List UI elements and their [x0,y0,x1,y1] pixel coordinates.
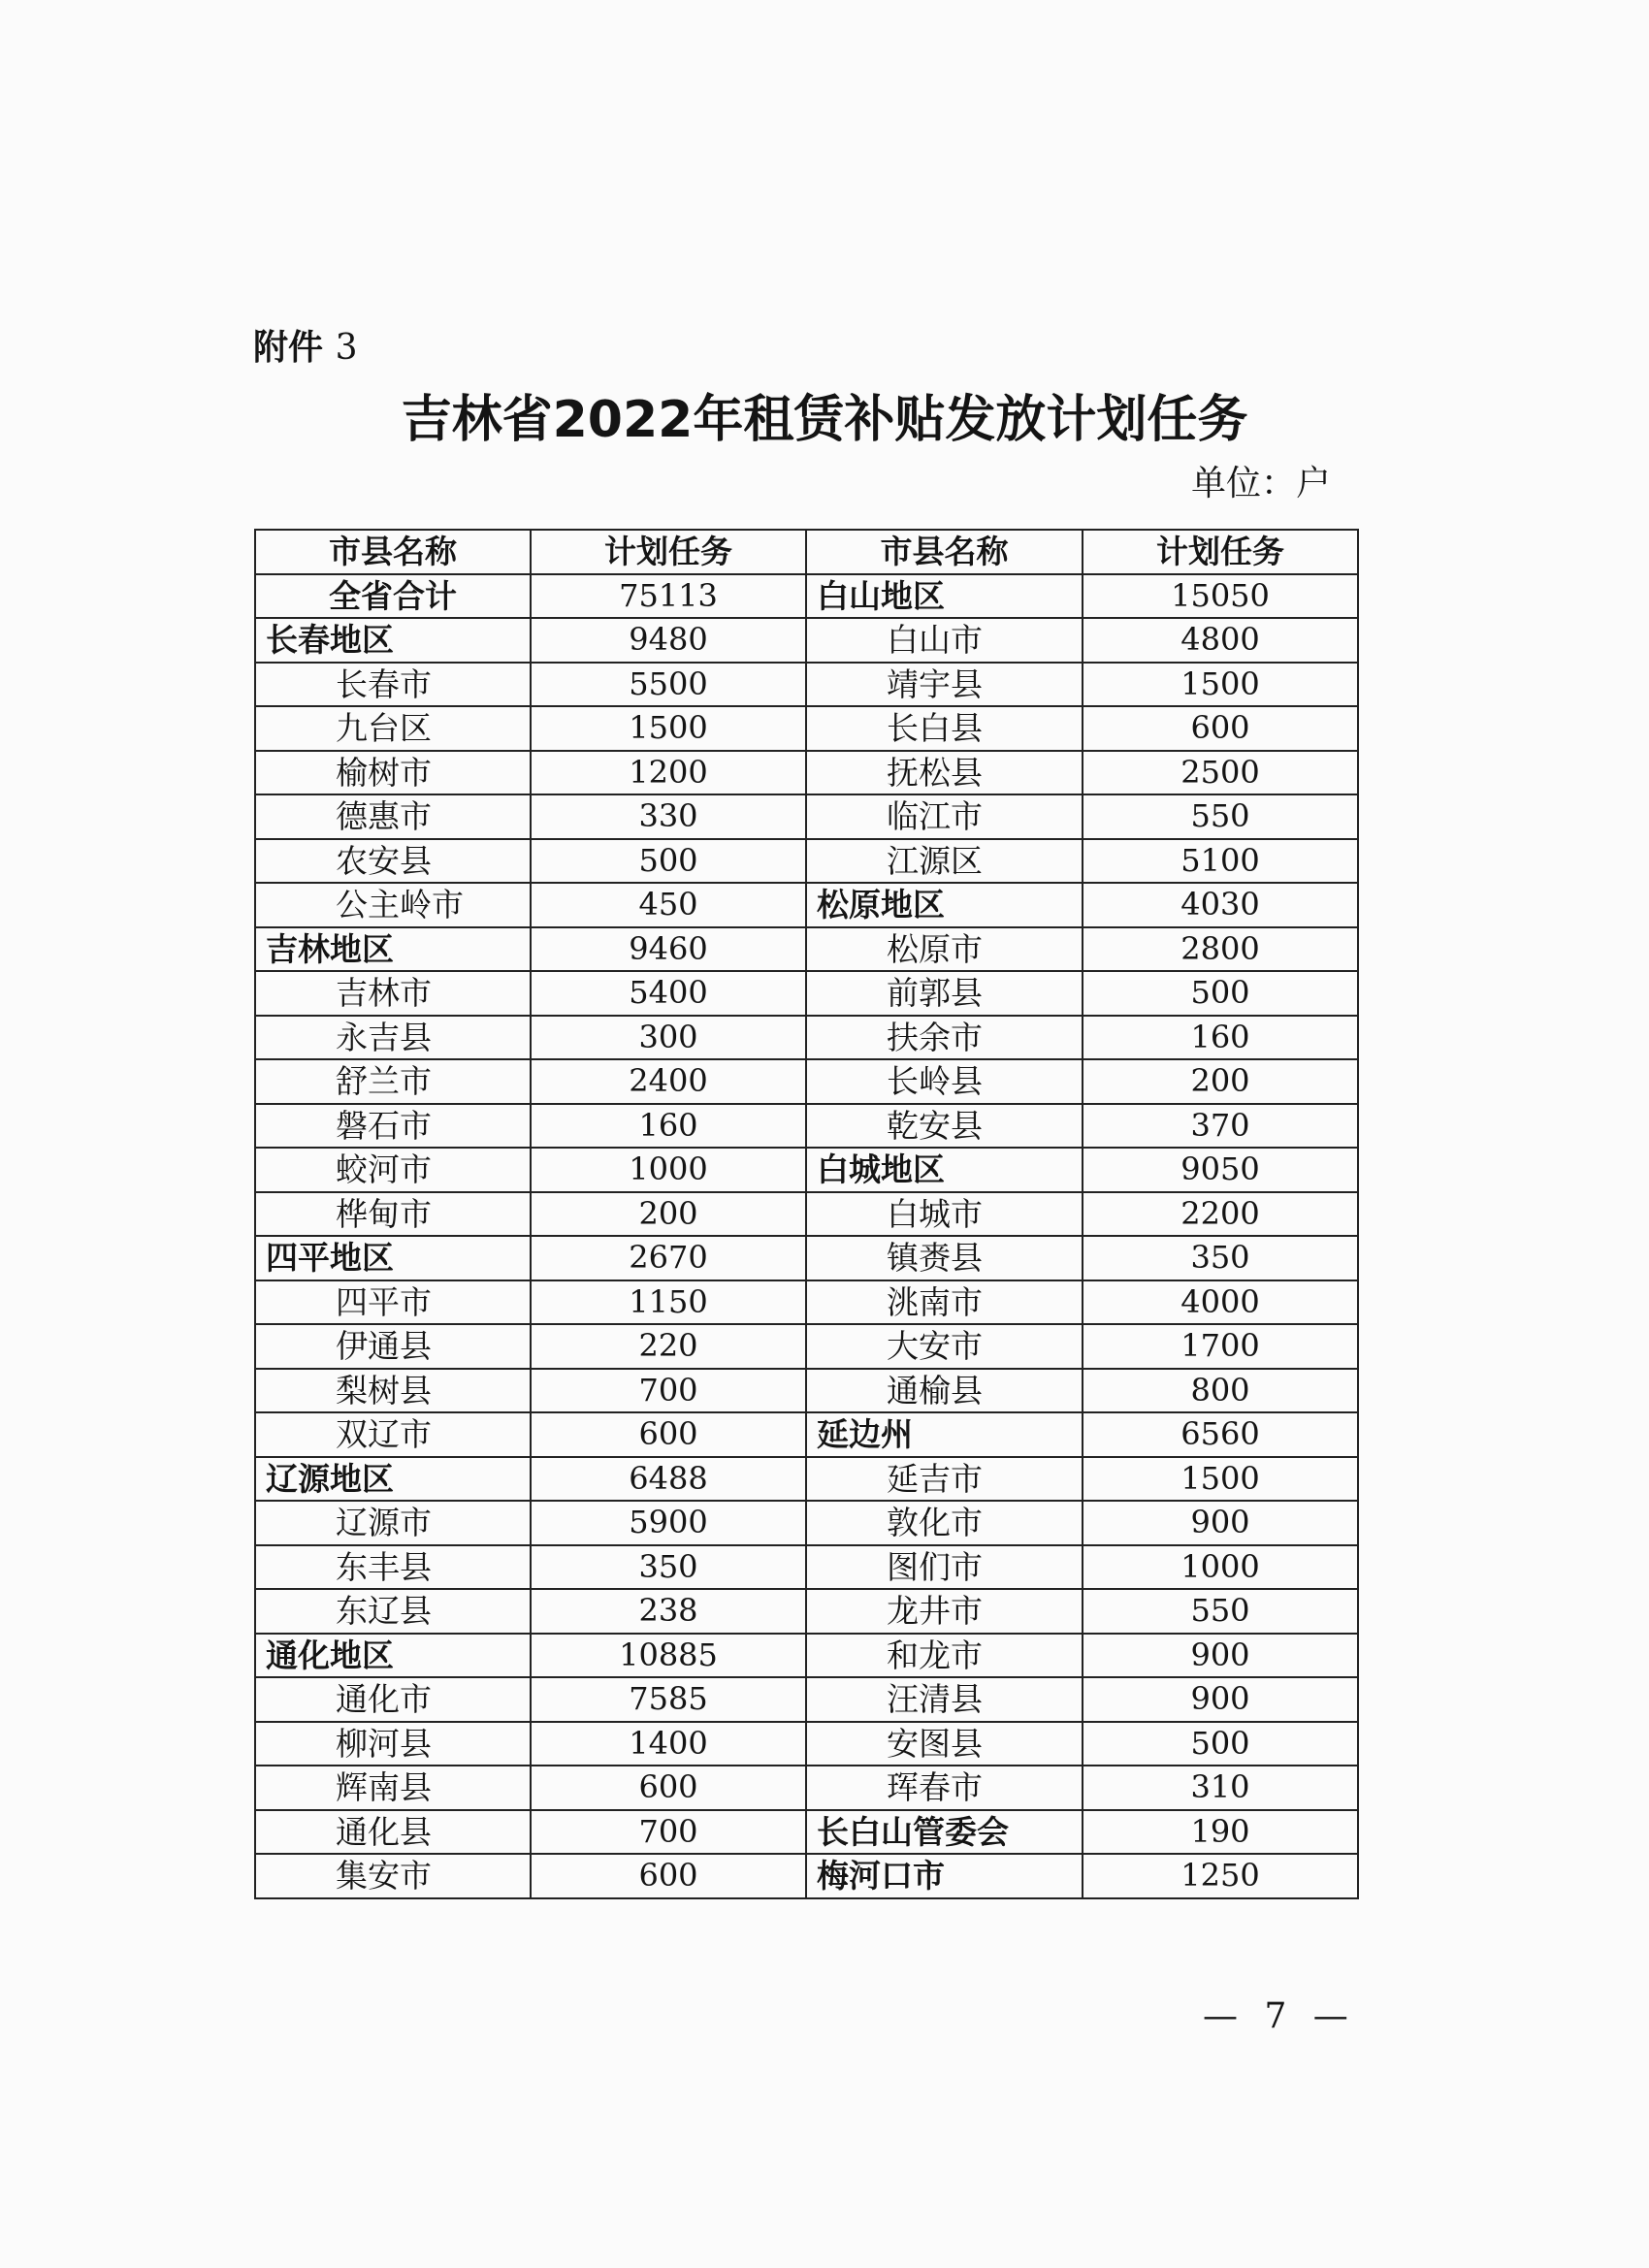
right-county-name: 延边州 [806,1412,1083,1457]
table-row [255,1016,1358,1060]
right-plan-value: 4800 [1083,618,1358,663]
right-county-name: 白山地区 [806,574,1083,619]
left-plan-value: 600 [531,1854,806,1898]
left-plan-value: 5400 [531,971,806,1016]
left-plan-value: 9460 [531,927,806,972]
right-plan-value: 15050 [1083,574,1358,619]
table-row [255,1369,1358,1413]
right-plan-value: 500 [1083,971,1358,1016]
left-plan-value: 300 [531,1016,806,1060]
right-county-name: 龙井市 [806,1589,1083,1634]
left-county-name: 蛟河市 [255,1148,531,1192]
table-row [255,1766,1358,1810]
header-plan-task-left: 计划任务 [531,530,806,574]
left-county-name: 永吉县 [255,1016,531,1060]
right-county-name: 通榆县 [806,1369,1083,1413]
table-row [255,663,1358,707]
left-plan-value: 75113 [531,574,806,619]
left-plan-value: 7585 [531,1677,806,1722]
table-row [255,1634,1358,1678]
right-plan-value: 4000 [1083,1280,1358,1325]
header-plan-task-right: 计划任务 [1083,530,1358,574]
left-plan-value: 1200 [531,751,806,795]
left-plan-value: 1150 [531,1280,806,1325]
right-plan-value: 310 [1083,1766,1358,1810]
right-plan-value: 5100 [1083,839,1358,884]
left-plan-value: 10885 [531,1634,806,1678]
left-county-name: 东丰县 [255,1545,531,1590]
right-plan-value: 6560 [1083,1412,1358,1457]
table-row [255,1722,1358,1766]
right-county-name: 江源区 [806,839,1083,884]
right-plan-value: 900 [1083,1677,1358,1722]
right-county-name: 长岭县 [806,1059,1083,1104]
table-row [255,1677,1358,1722]
left-plan-value: 330 [531,794,806,839]
left-plan-value: 5500 [531,663,806,707]
table-row [255,706,1358,751]
left-plan-value: 220 [531,1324,806,1369]
left-county-name: 通化地区 [255,1634,531,1678]
table-row [255,971,1358,1016]
left-plan-value: 600 [531,1412,806,1457]
table-row [255,1280,1358,1325]
right-county-name: 临江市 [806,794,1083,839]
right-county-name: 大安市 [806,1324,1083,1369]
left-plan-value: 1400 [531,1722,806,1766]
right-county-name: 珲春市 [806,1766,1083,1810]
right-plan-value: 2200 [1083,1192,1358,1237]
right-plan-value: 1250 [1083,1854,1358,1898]
left-plan-value: 9480 [531,618,806,663]
left-county-name: 四平地区 [255,1236,531,1280]
right-county-name: 白城地区 [806,1148,1083,1192]
right-county-name: 长白县 [806,706,1083,751]
attachment-label [253,320,357,370]
right-plan-value: 2500 [1083,751,1358,795]
page-title: 吉林省2022年租赁补贴发放计划任务 [401,391,1248,449]
left-county-name: 吉林地区 [255,927,531,972]
right-plan-value: 500 [1083,1722,1358,1766]
left-plan-value: 450 [531,883,806,927]
unit-label: 单位：户 [1191,464,1332,503]
right-plan-value: 190 [1083,1810,1358,1855]
left-plan-value: 2670 [531,1236,806,1280]
table-row [255,1457,1358,1502]
table-row [255,927,1358,972]
right-plan-value: 9050 [1083,1148,1358,1192]
left-county-name: 辉南县 [255,1766,531,1810]
left-county-name: 东辽县 [255,1589,531,1634]
table-row [255,839,1358,884]
left-plan-value: 700 [531,1810,806,1855]
table-header-row [255,530,1358,574]
table-row [255,751,1358,795]
left-plan-value: 600 [531,1766,806,1810]
table-row [255,1192,1358,1237]
left-county-name: 辽源地区 [255,1457,531,1502]
right-county-name: 图们市 [806,1545,1083,1590]
left-plan-value: 5900 [531,1501,806,1545]
left-plan-value: 350 [531,1545,806,1590]
right-county-name: 延吉市 [806,1457,1083,1502]
table-row [255,1059,1358,1104]
right-county-name: 和龙市 [806,1634,1083,1678]
table-row [255,1412,1358,1457]
left-county-name: 通化市 [255,1677,531,1722]
right-county-name: 松原地区 [806,883,1083,927]
header-county-name-left: 市县名称 [255,530,531,574]
left-county-name: 舒兰市 [255,1059,531,1104]
right-county-name: 抚松县 [806,751,1083,795]
right-plan-value: 1500 [1083,663,1358,707]
left-plan-value: 200 [531,1192,806,1237]
right-plan-value: 160 [1083,1016,1358,1060]
left-county-name: 双辽市 [255,1412,531,1457]
table-row [255,1324,1358,1369]
right-plan-value: 900 [1083,1634,1358,1678]
left-plan-value: 238 [531,1589,806,1634]
right-plan-value: 900 [1083,1501,1358,1545]
left-county-name: 榆树市 [255,751,531,795]
left-county-name: 梨树县 [255,1369,531,1413]
header-county-name-right: 市县名称 [806,530,1083,574]
attachment-label-text: 附件 [253,328,324,368]
table-row [255,1589,1358,1634]
table-row [255,794,1358,839]
right-plan-value: 1700 [1083,1324,1358,1369]
table-row [255,574,1358,619]
table-row [255,1236,1358,1280]
right-county-name: 镇赉县 [806,1236,1083,1280]
right-county-name: 乾安县 [806,1104,1083,1149]
left-plan-value: 1000 [531,1148,806,1192]
attachment-number: 3 [335,328,358,368]
left-county-name: 磐石市 [255,1104,531,1149]
left-plan-value: 1500 [531,706,806,751]
page-number: — 7 — [1203,1996,1356,2036]
left-county-name: 德惠市 [255,794,531,839]
right-county-name: 汪清县 [806,1677,1083,1722]
left-plan-value: 700 [531,1369,806,1413]
left-plan-value: 500 [531,839,806,884]
right-plan-value: 550 [1083,794,1358,839]
left-county-name: 集安市 [255,1854,531,1898]
right-plan-value: 350 [1083,1236,1358,1280]
right-plan-value: 200 [1083,1059,1358,1104]
table-row [255,1854,1358,1898]
right-plan-value: 600 [1083,706,1358,751]
right-county-name: 敦化市 [806,1501,1083,1545]
left-county-name: 长春市 [255,663,531,707]
left-county-name: 桦甸市 [255,1192,531,1237]
left-county-name: 长春地区 [255,618,531,663]
left-county-name: 伊通县 [255,1324,531,1369]
right-county-name: 白城市 [806,1192,1083,1237]
right-county-name: 靖宇县 [806,663,1083,707]
left-county-name: 农安县 [255,839,531,884]
right-county-name: 洮南市 [806,1280,1083,1325]
right-county-name: 前郭县 [806,971,1083,1016]
table-row [255,1545,1358,1590]
table-row [255,1501,1358,1545]
right-county-name: 梅河口市 [806,1854,1083,1898]
table-row [255,1104,1358,1149]
table-body [255,574,1358,1898]
right-plan-value: 4030 [1083,883,1358,927]
right-county-name: 安图县 [806,1722,1083,1766]
right-plan-value: 370 [1083,1104,1358,1149]
right-county-name: 松原市 [806,927,1083,972]
right-plan-value: 2800 [1083,927,1358,972]
right-plan-value: 550 [1083,1589,1358,1634]
left-county-name: 全省合计 [255,574,531,619]
left-county-name: 九台区 [255,706,531,751]
left-county-name: 通化县 [255,1810,531,1855]
left-county-name: 柳河县 [255,1722,531,1766]
plan-task-table [254,529,1359,1899]
right-county-name: 长白山管委会 [806,1810,1083,1855]
left-county-name: 公主岭市 [255,883,531,927]
left-plan-value: 160 [531,1104,806,1149]
left-county-name: 四平市 [255,1280,531,1325]
left-plan-value: 2400 [531,1059,806,1104]
table-row [255,618,1358,663]
left-county-name: 辽源市 [255,1501,531,1545]
right-county-name: 扶余市 [806,1016,1083,1060]
table-row [255,1148,1358,1192]
left-county-name: 吉林市 [255,971,531,1016]
right-county-name: 白山市 [806,618,1083,663]
right-plan-value: 1500 [1083,1457,1358,1502]
right-plan-value: 1000 [1083,1545,1358,1590]
right-plan-value: 800 [1083,1369,1358,1413]
table-row [255,1810,1358,1855]
left-plan-value: 6488 [531,1457,806,1502]
table-row [255,883,1358,927]
